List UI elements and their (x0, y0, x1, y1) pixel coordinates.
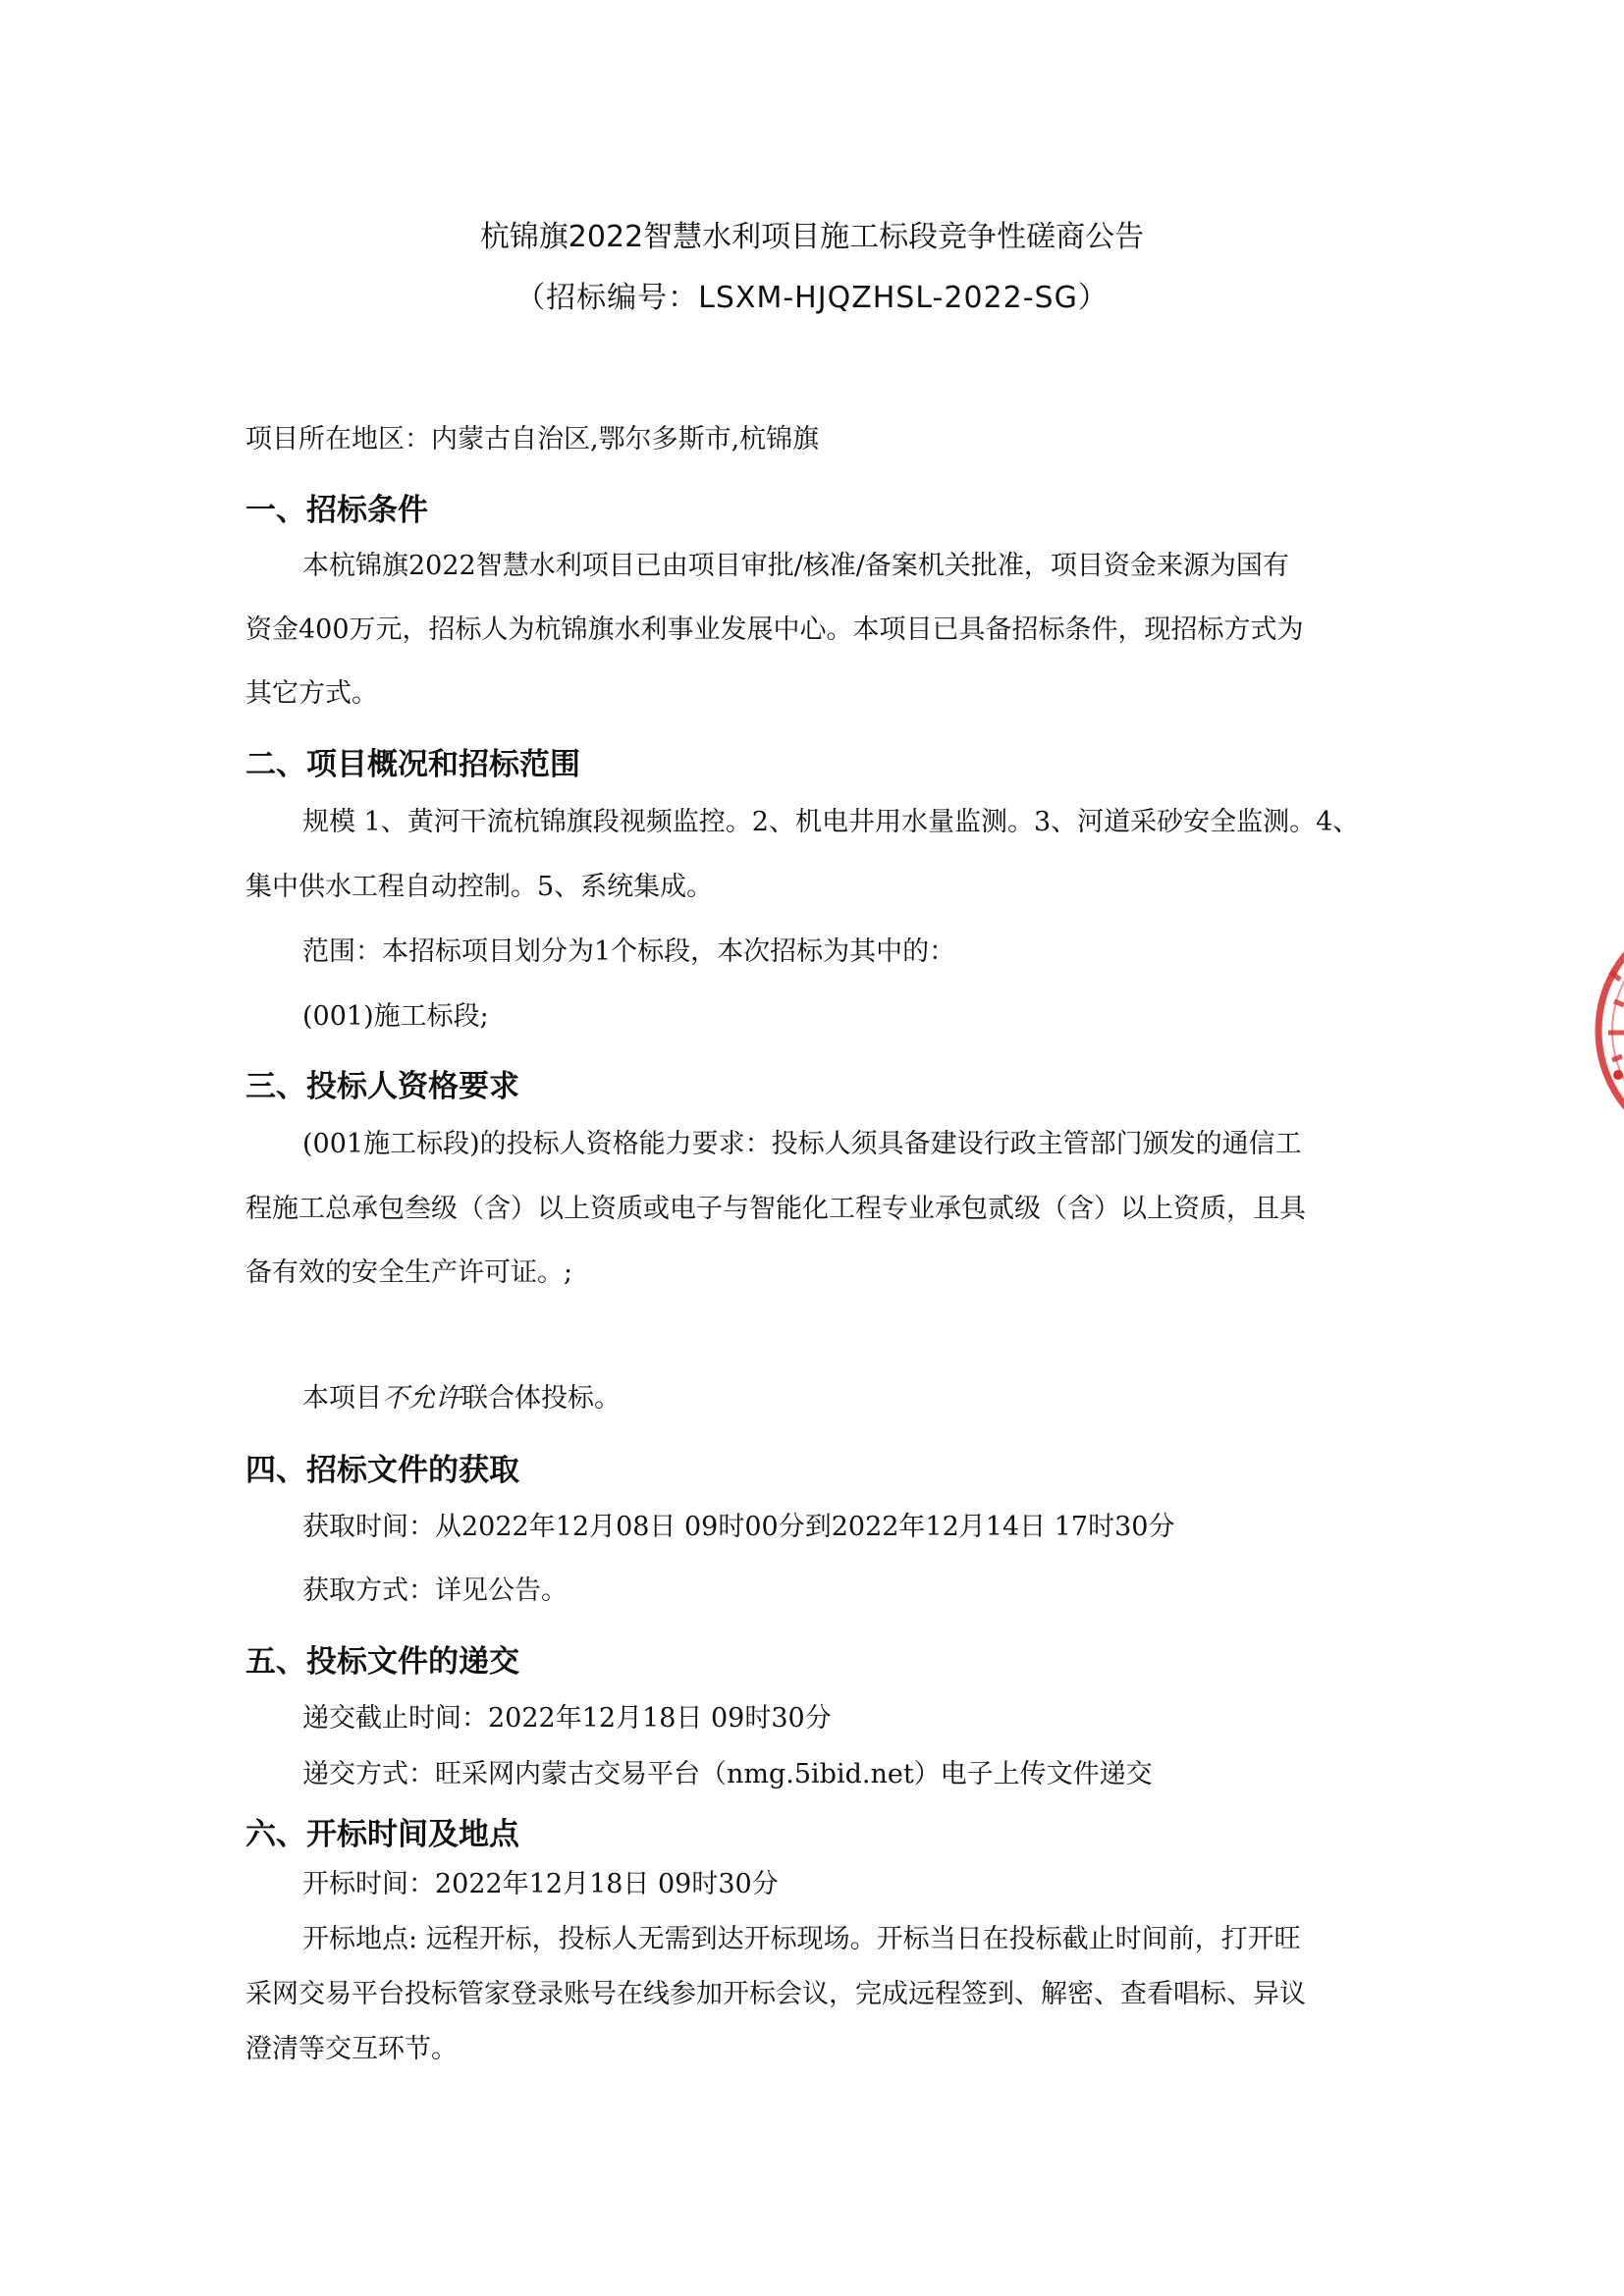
section-2-heading: 二、项目概况和招标范围 (245, 747, 580, 782)
consortium-not-allowed: 不允许 (382, 1383, 461, 1414)
section-1-line: 本杭锦旗2022智慧水利项目已由项目审批/核准/备案机关批准，项目资金来源为国有 (302, 551, 1289, 581)
section-4-heading: 四、招标文件的获取 (245, 1453, 519, 1488)
opening-place-line: 采网交易平台投标管家登录账号在线参加开标会议，完成远程签到、解密、查看唱标、异议 (245, 1979, 1306, 2009)
opening-place-line: 澄清等交互环节。 (245, 2034, 458, 2064)
submit-deadline: 递交截止时间：2022年12月18日 09时30分 (302, 1703, 832, 1734)
document-title: 杭锦旗2022智慧水利项目施工标段竞争性磋商公告 (479, 220, 1145, 254)
section-2-scale-line: 规模 1、黄河干流杭锦旗段视频监控。2、机电井用水量监测。3、河道采砂安全监测。4、 (302, 807, 1360, 837)
section-3-heading: 三、投标人资格要求 (245, 1069, 519, 1104)
section-1-line: 资金400万元，招标人为杭锦旗水利事业发展中心。本项目已具备招标条件，现招标方式为 (245, 614, 1304, 645)
consortium-suffix: 联合体投标。 (461, 1383, 621, 1414)
section-3-line: 程施工总承包叁级（含）以上资质或电子与智能化工程专业承包贰级（含）以上资质，且具 (245, 1194, 1306, 1224)
bid-code: （招标编号：LSXM-HJQZHSL-2022-SG） (515, 281, 1109, 315)
section-2-scope: 范围：本招标项目划分为1个标段，本次招标为其中的： (302, 936, 956, 967)
section-2-scale-line: 集中供水工程自动控制。5、系统集成。 (245, 872, 714, 902)
acquire-time: 获取时间：从2022年12月08日 09时00分到2022年12月14日 17时30分 (302, 1512, 1175, 1542)
opening-place-line: 开标地点: 远程开标，投标人无需到达开标现场。开标当日在投标截止时间前，打开旺 (302, 1924, 1301, 1954)
section-2-lot: (001)施工标段; (302, 1001, 489, 1032)
submit-method: 递交方式：旺采网内蒙古交易平台（nmg.5ibid.net）电子上传文件递交 (302, 1759, 1153, 1789)
section-3-line: 备有效的安全生产许可证。; (245, 1257, 573, 1288)
consortium-statement (302, 1379, 1441, 1418)
section-1-line: 其它方式。 (245, 678, 378, 709)
section-3-line: (001施工标段)的投标人资格能力要求：投标人须具备建设行政主管部门颁发的通信工 (302, 1129, 1302, 1159)
project-region: 项目所在地区：内蒙古自治区,鄂尔多斯市,杭锦旗 (245, 424, 820, 454)
official-seal-icon (1591, 903, 1624, 1158)
consortium-prefix: 本项目 (302, 1383, 382, 1414)
section-1-heading: 一、招标条件 (245, 493, 428, 528)
section-5-heading: 五、投标文件的递交 (245, 1644, 519, 1680)
opening-time: 开标时间：2022年12月18日 09时30分 (302, 1869, 779, 1899)
section-6-heading: 六、开标时间及地点 (245, 1817, 519, 1852)
acquire-method: 获取方式：详见公告。 (302, 1575, 568, 1606)
